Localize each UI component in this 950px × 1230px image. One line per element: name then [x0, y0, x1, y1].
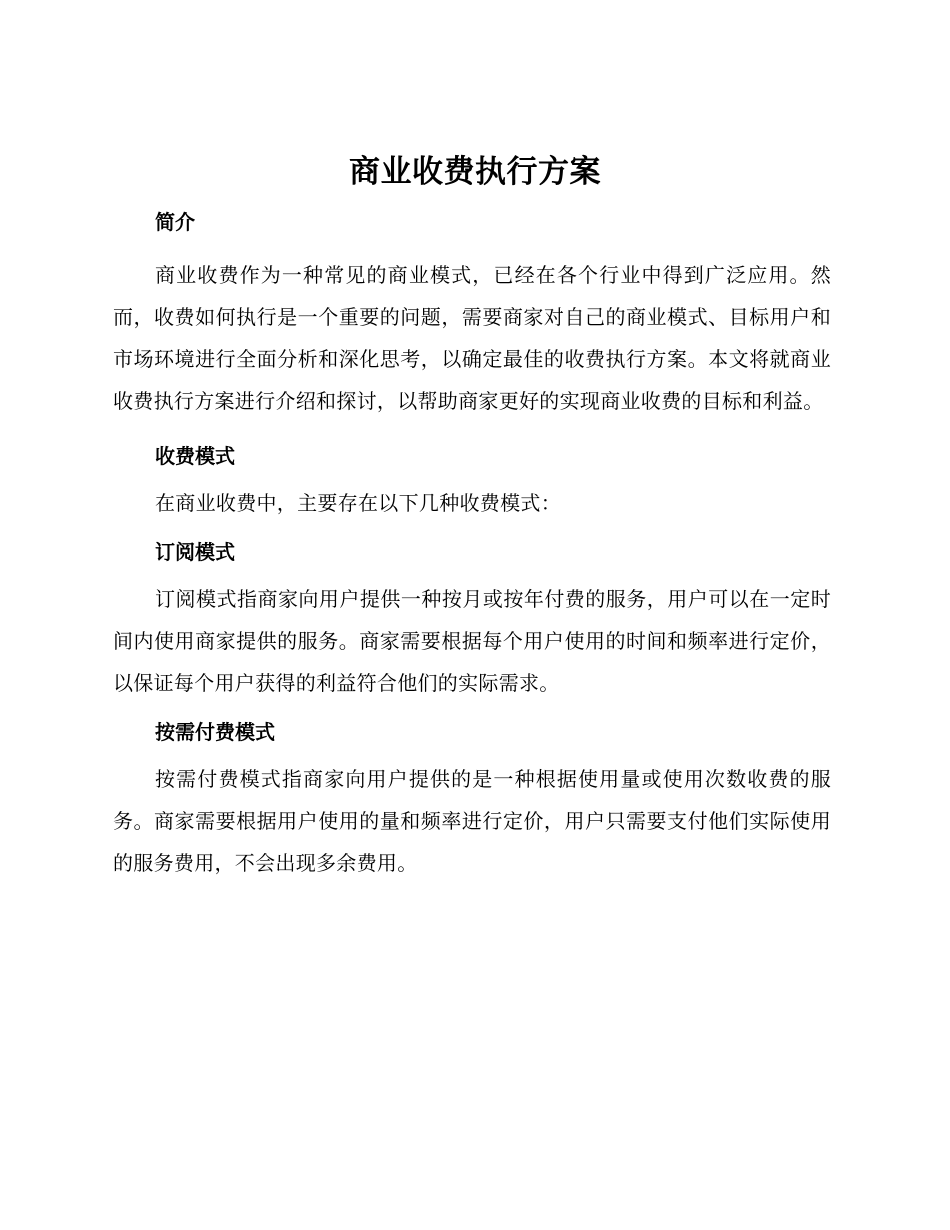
section-paragraph-intro: 商业收费作为一种常见的商业模式，已经在各个行业中得到广泛应用。然而，收费如何执行是一个重要的问题，需要商家对自己的商业模式、目标用户和市场环境进行全面分析和深化思考，以确定最佳的收费执行方案。本文将就商业收费执行方案进行介绍和探讨，以帮助商家更好的实现商业收费的目标和利益。 [113, 263, 831, 413]
section-paragraph-subscription: 订阅模式指商家向用户提供一种按月或按年付费的服务，用户可以在一定时间内使用商家提供的服务。商家需要根据每个用户使用的时间和频率进行定价，以保证每个用户获得的利益符合他们的实际需求。 [113, 587, 831, 695]
section-heading-subscription: 订阅模式 [155, 540, 235, 564]
section-heading-intro: 简介 [155, 210, 195, 234]
spacer [113, 422, 831, 430]
document-title: 商业收费执行方案 [349, 154, 601, 190]
section-heading-billing-models: 收费模式 [155, 444, 235, 468]
section-paragraph-billing-models: 在商业收费中，主要存在以下几种收费模式： [155, 491, 561, 515]
section-heading-pay-per-use: 按需付费模式 [155, 720, 275, 744]
document-body [113, 196, 831, 884]
section-paragraph-pay-per-use: 按需付费模式指商家向用户提供的是一种根据使用量或使用次数收费的服务。商家需要根据用户使用的量和频率进行定价，用户只需要支付他们实际使用的服务费用，不会出现多余费用。 [113, 767, 831, 875]
